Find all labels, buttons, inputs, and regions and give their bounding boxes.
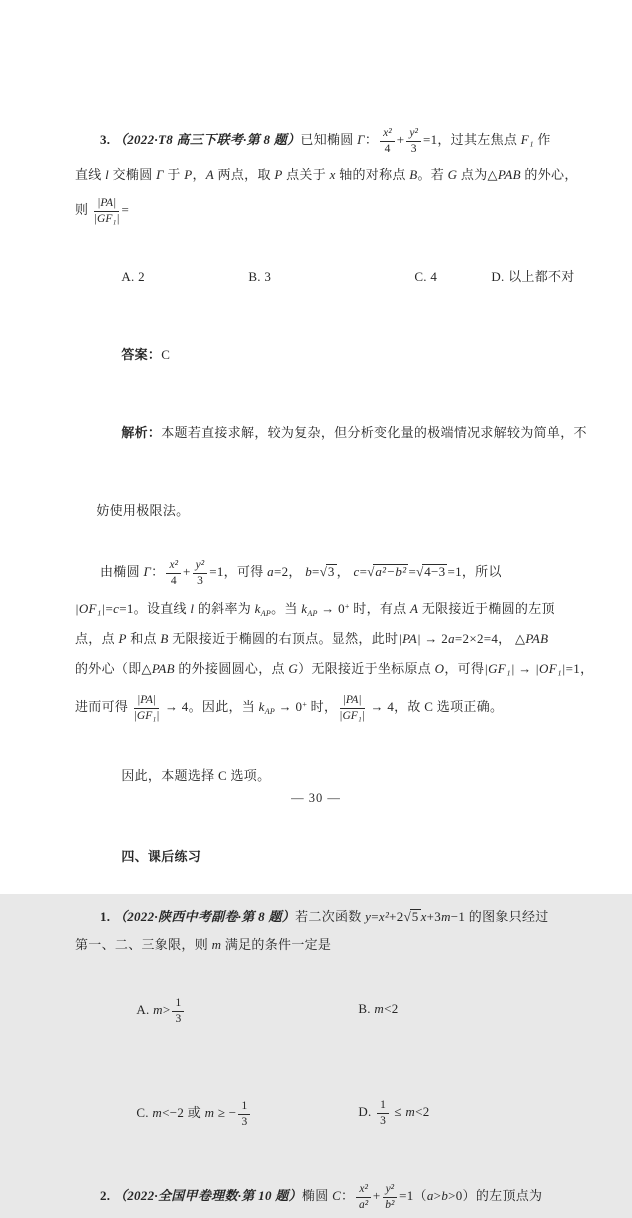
text-run: =	[312, 564, 320, 579]
fraction-denominator: |GF₁|	[93, 212, 120, 225]
q1-option-a	[136, 993, 358, 1027]
q3-options-row	[75, 238, 575, 316]
radicand: a²−b²	[375, 564, 407, 579]
text-run: ）无限接近于坐标原点	[298, 661, 435, 676]
math-italic-run: |PA|	[398, 631, 421, 646]
text-run: → 0	[317, 601, 345, 616]
fraction-numerator: y²	[383, 1183, 398, 1198]
math-italic-run: k	[258, 699, 265, 714]
math-italic-run: m	[204, 1105, 215, 1121]
fraction-numerator: 1	[172, 997, 184, 1012]
math-italic-run: m	[441, 909, 451, 924]
fraction	[339, 694, 365, 722]
math-italic-run: m	[405, 1104, 416, 1120]
math-italic-run: P	[118, 631, 127, 646]
math-italic-run: x	[329, 167, 336, 182]
text-run: <−2 或	[162, 1105, 205, 1121]
text-run: =	[105, 601, 114, 616]
text-run: >	[162, 1002, 171, 1018]
fraction	[380, 127, 395, 155]
text-run: ：	[341, 1188, 355, 1204]
fraction-denominator: b²	[385, 1198, 395, 1211]
fraction	[383, 1183, 398, 1211]
q1-option-d	[358, 1098, 430, 1127]
q1-stem-line2	[75, 932, 567, 958]
text-run: → 0	[275, 699, 303, 714]
text-run: 作	[533, 132, 551, 147]
text-run: 无限接近于椭圆的右顶点。显然，此时	[168, 631, 399, 646]
text-run: ：	[364, 132, 379, 147]
fraction-denominator: |GF₁|	[339, 709, 365, 722]
text-run: 进而可得	[75, 699, 132, 714]
fraction-numerator: |PA|	[134, 694, 159, 709]
source-citation: （2022·T8 高三下联考·第 8 题）	[113, 132, 301, 147]
text-run: ，可得	[444, 661, 485, 676]
q1-options-row1	[75, 958, 567, 1061]
radical	[404, 909, 421, 924]
q1-options-row2	[75, 1061, 567, 1164]
math-italic-run: a	[426, 1188, 434, 1204]
q1-stem-line1	[75, 902, 567, 932]
fraction-denominator: |GF₁|	[133, 709, 160, 722]
q3-analysis-line2	[75, 472, 567, 550]
text-run: →	[514, 661, 536, 676]
text-run: =1。设直线	[119, 601, 191, 616]
text-run: 无限接近于椭圆的左顶	[418, 601, 555, 616]
radical-sign: √	[416, 564, 424, 579]
source-citation: （2022·全国甲卷理数·第 10 题）	[113, 1188, 302, 1204]
text-run: 和点	[126, 631, 161, 646]
text-run: 的斜率为	[194, 601, 255, 616]
subscript: AP	[260, 609, 272, 618]
math-italic-run: Γ	[357, 132, 365, 147]
analysis-text-1: 本题若直接求解，较为复杂，但分析变化量的极端情况求解较为简单，不	[161, 425, 587, 440]
superscript: +	[302, 700, 308, 709]
text-run: +	[372, 1188, 381, 1204]
math-italic-run: A	[410, 601, 419, 616]
math-italic-run: P	[184, 167, 193, 182]
fraction	[94, 197, 120, 225]
text-run: C.	[136, 1105, 153, 1121]
text-run: +	[183, 564, 191, 579]
text-run: 时，	[307, 699, 338, 714]
math-italic-run: b	[305, 564, 313, 579]
text-run: =1，过其左焦点	[422, 132, 521, 147]
math-italic-run: y	[365, 909, 372, 924]
math-italic-run: k	[301, 601, 308, 616]
q3-stem-line1	[75, 118, 567, 162]
fraction-denominator: 4	[170, 574, 177, 587]
text-run: =2×2=4， △	[454, 631, 526, 646]
text-run: =	[371, 909, 379, 924]
text-run: =1，	[565, 661, 594, 676]
fraction-numerator: 1	[377, 1099, 389, 1114]
text-run: D.	[358, 1104, 376, 1120]
subscript: AP	[307, 609, 318, 618]
text-run: <2	[384, 1001, 399, 1016]
text-run: +	[396, 132, 405, 147]
text-run: 。若	[417, 167, 448, 182]
text-run: 的外接圆圆心，点	[174, 661, 289, 676]
fraction-numerator: |PA|	[94, 197, 119, 212]
text-run: 则	[75, 202, 92, 217]
math-italic-run: B	[160, 631, 169, 646]
math-italic-run: m	[211, 937, 222, 952]
fraction-denominator: a²	[359, 1198, 369, 1211]
q3-solution-line1	[75, 550, 567, 594]
fraction-numerator: y²	[406, 127, 421, 142]
text-run: ：	[151, 564, 165, 579]
text-run: → 4，故 C 选项正确。	[366, 699, 504, 714]
text-run: +3	[426, 909, 442, 924]
math-italic-run: PAB	[497, 167, 521, 182]
radical-sign: √	[367, 564, 375, 579]
text-run: >	[433, 1188, 442, 1204]
math-italic-run: Γ	[156, 167, 164, 182]
text-run: 满足的条件一定是	[221, 937, 332, 952]
math-italic-run: A	[205, 167, 214, 182]
text-run: 的外心，	[520, 167, 578, 182]
radical-sign: √	[403, 909, 411, 924]
math-italic-run: m	[374, 1001, 385, 1016]
text-run: 时，有点	[349, 601, 411, 616]
q3-option-d: D. 以上都不对	[491, 269, 575, 284]
math-italic-run: G	[447, 167, 458, 182]
fraction-denominator: 3	[197, 574, 203, 587]
math-italic-run: a	[267, 564, 274, 579]
text-run: −1 的图象只经过	[450, 909, 549, 924]
text-run: 直线	[75, 167, 106, 182]
text-run: 两点，取	[214, 167, 275, 182]
math-italic-run: PAB	[151, 661, 175, 676]
radical	[367, 564, 408, 579]
analysis-text-2: 妨使用极限法。	[96, 503, 190, 518]
text-run: =2，	[273, 564, 306, 579]
math-italic-run: m	[153, 1002, 163, 1018]
q2-stem-line1	[75, 1174, 567, 1218]
text-run: =1（	[399, 1188, 427, 1204]
text-run: ，	[192, 167, 206, 182]
page-content	[75, 118, 594, 1218]
subscript: AP	[264, 707, 276, 716]
text-run: =	[121, 202, 130, 217]
section-heading	[75, 818, 567, 896]
text-run: → 2	[420, 631, 449, 646]
fraction-numerator: x²	[356, 1183, 371, 1198]
math-italic-run: c	[113, 601, 120, 616]
fraction	[172, 997, 184, 1025]
text-run: ≤	[390, 1104, 406, 1120]
q3-stem-line2	[75, 162, 578, 188]
q3-solution-line5	[75, 684, 567, 730]
math-italic-run: m	[152, 1105, 163, 1121]
bold-run: 3.	[100, 132, 114, 147]
text-run: 的外心（即△	[75, 661, 152, 676]
text-run: <2	[415, 1104, 430, 1120]
math-italic-run: B	[409, 167, 418, 182]
text-run: ≥ −	[214, 1105, 237, 1121]
fraction	[238, 1100, 250, 1128]
radicand: 4−3	[424, 564, 446, 579]
text-run: =	[359, 564, 368, 579]
bold-run: 1.	[100, 909, 114, 924]
math-italic-run: l	[190, 601, 195, 616]
fraction-denominator: 4	[384, 142, 391, 155]
math-italic-run: |GF₁|	[484, 661, 515, 676]
text-run: 若二次函数	[295, 909, 366, 924]
fraction-numerator: y²	[193, 559, 208, 574]
radical	[320, 564, 337, 579]
math-italic-run: a	[448, 631, 455, 646]
superscript: +	[344, 602, 350, 611]
text-run: A.	[136, 1002, 154, 1018]
conclusion-text: 因此，本题选择 C 选项。	[121, 768, 271, 783]
radicand: 5	[411, 909, 419, 924]
text-run: 由椭圆	[100, 564, 144, 579]
bold-run: 2.	[100, 1188, 114, 1204]
text-run: =1，可得	[209, 564, 268, 579]
math-italic-run: |OF₁|	[75, 601, 106, 616]
radical	[416, 564, 447, 579]
q3-solution-line4	[75, 654, 594, 684]
text-run: ，	[336, 564, 354, 579]
q3-answer-line	[75, 316, 567, 394]
text-run: +2	[389, 909, 404, 924]
math-italic-run: Γ	[143, 564, 152, 579]
q1-option-c	[136, 1096, 358, 1130]
q1-option-b	[358, 1001, 398, 1016]
math-italic-run: |OF₁|	[535, 661, 566, 676]
page-number: — 30 —	[291, 791, 341, 805]
fraction	[377, 1099, 389, 1127]
q3-stem-line3	[75, 188, 567, 232]
text-run: =1，所以	[447, 564, 502, 579]
radicand: 3	[327, 564, 335, 579]
math-italic-run: l	[105, 167, 110, 182]
q3-option-b: B. 3	[248, 269, 272, 284]
math-italic-run: O	[434, 661, 445, 676]
section-title: 四、课后练习	[121, 849, 202, 864]
math-italic-run: k	[254, 601, 261, 616]
text-run: B.	[358, 1001, 375, 1016]
math-italic-run: x²	[378, 909, 390, 924]
math-italic-run: c	[353, 564, 360, 579]
q3-solution-line3	[75, 624, 567, 654]
math-italic-run: x	[420, 909, 427, 924]
fraction-numerator: |PA|	[340, 694, 365, 709]
math-italic-run: G	[288, 661, 299, 676]
text-run: =	[408, 564, 417, 579]
answer-value: C	[161, 347, 171, 362]
fraction-denominator: 3	[380, 1114, 386, 1127]
radical-sign: √	[319, 564, 327, 579]
fraction-denominator: 3	[241, 1115, 248, 1128]
fraction-numerator: x²	[380, 127, 395, 142]
fraction-denominator: 3	[410, 142, 417, 155]
text-run: 于	[163, 167, 185, 182]
math-italic-run: F₁	[520, 132, 534, 147]
text-run: 第一、二、三象限，则	[75, 937, 212, 952]
text-run: >0）的左顶点为	[448, 1188, 543, 1204]
answer-label: 答案：	[121, 347, 162, 362]
math-italic-run: C	[332, 1188, 342, 1204]
fraction	[166, 559, 181, 587]
source-citation: （2022·陕西中考副卷·第 8 题）	[113, 909, 296, 924]
fraction-numerator: 1	[238, 1100, 250, 1115]
math-italic-run: b	[441, 1188, 449, 1204]
fraction	[406, 127, 421, 155]
fraction-denominator: 3	[175, 1012, 182, 1025]
text-run: 交椭圆	[109, 167, 157, 182]
fraction	[356, 1183, 371, 1211]
text-run: 点为△	[457, 167, 498, 182]
fraction-numerator: x²	[166, 559, 181, 574]
analysis-label: 解析：	[121, 425, 162, 440]
text-run: 。当	[271, 601, 302, 616]
math-italic-run: PAB	[525, 631, 549, 646]
text-run: → 4。因此，当	[161, 699, 259, 714]
text-run: 轴的对称点	[335, 167, 410, 182]
text-run: 椭圆	[301, 1188, 333, 1204]
text-run: 点关于	[282, 167, 330, 182]
q3-solution-line2	[75, 594, 567, 624]
q3-analysis-line1	[75, 394, 587, 472]
fraction	[134, 694, 160, 722]
fraction	[193, 559, 208, 587]
q3-option-c: C. 4	[414, 269, 438, 284]
text-run: 已知椭圆	[300, 132, 358, 147]
text-run: 点，点	[75, 631, 119, 646]
math-italic-run: P	[274, 167, 283, 182]
q3-option-a: A. 2	[121, 269, 145, 284]
